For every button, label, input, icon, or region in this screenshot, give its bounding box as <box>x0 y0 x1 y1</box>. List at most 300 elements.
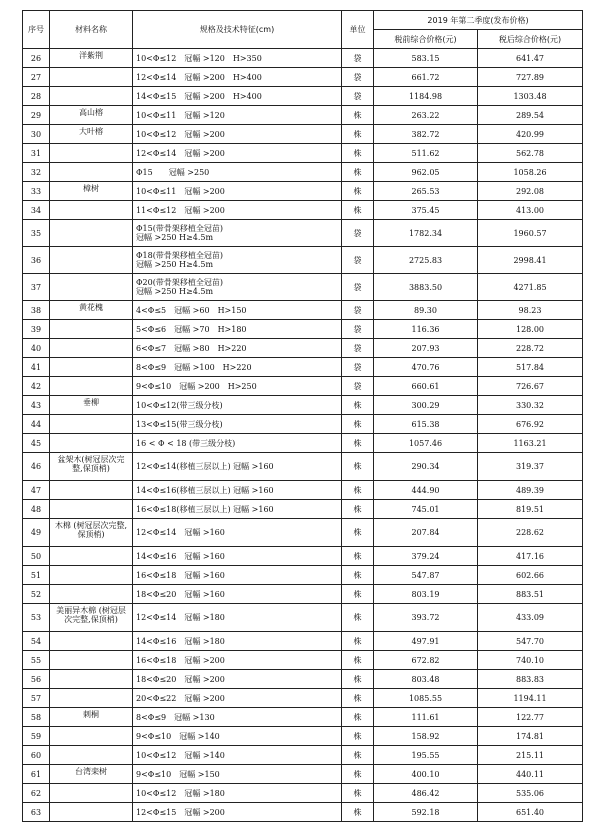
col-header-spec: 规格及技术特征(cm) <box>133 11 342 49</box>
spec-cell <box>133 377 342 396</box>
material-name <box>50 144 133 163</box>
unit-cell: 株 <box>342 182 374 201</box>
pre-tax-price: 497.91 <box>374 632 478 651</box>
spec-cell <box>133 201 342 220</box>
spec-line: 4<Φ≤5 冠幅 >60 H>150 <box>136 305 247 315</box>
unit-cell: 袋 <box>342 358 374 377</box>
material-name: 樟树 <box>50 182 133 201</box>
table-row <box>23 201 583 220</box>
spec-cell <box>133 689 342 708</box>
table-row <box>23 49 583 68</box>
spec-cell <box>133 651 342 670</box>
table-row <box>23 519 583 547</box>
unit-cell: 株 <box>342 481 374 500</box>
table-row <box>23 396 583 415</box>
material-name <box>50 670 133 689</box>
row-number: 44 <box>23 415 50 434</box>
pre-tax-price: 1057.46 <box>374 434 478 453</box>
spec-line: 10<Φ≤11 冠幅 >120 <box>136 110 225 120</box>
material-name <box>50 547 133 566</box>
row-number: 40 <box>23 339 50 358</box>
spec-line: Φ18(带骨架移植全冠苗) <box>136 251 223 260</box>
unit-cell: 袋 <box>342 339 374 358</box>
spec-cell <box>133 415 342 434</box>
row-number: 38 <box>23 301 50 320</box>
spec-line: Φ15(带骨架移植全冠苗) <box>136 224 223 233</box>
table-row <box>23 68 583 87</box>
pre-tax-price: 583.15 <box>374 49 478 68</box>
material-name: 洋紫荆 <box>50 49 133 68</box>
row-number: 26 <box>23 49 50 68</box>
unit-cell: 株 <box>342 604 374 632</box>
post-tax-price: 562.78 <box>478 144 583 163</box>
post-tax-price: 1163.21 <box>478 434 583 453</box>
post-tax-price: 215.11 <box>478 746 583 765</box>
material-name <box>50 632 133 651</box>
material-name <box>50 784 133 803</box>
material-name <box>50 201 133 220</box>
pre-tax-price: 2725.83 <box>374 247 478 274</box>
unit-cell: 袋 <box>342 68 374 87</box>
spec-cell <box>133 765 342 784</box>
pre-tax-price: 393.72 <box>374 604 478 632</box>
row-number: 33 <box>23 182 50 201</box>
row-number: 52 <box>23 585 50 604</box>
spec-line: 5<Φ≤6 冠幅 >70 H>180 <box>136 324 247 334</box>
pre-tax-price: 470.76 <box>374 358 478 377</box>
post-tax-price: 128.00 <box>478 320 583 339</box>
unit-cell: 株 <box>342 434 374 453</box>
pre-tax-price: 1782.34 <box>374 220 478 247</box>
spec-cell <box>133 144 342 163</box>
row-number: 41 <box>23 358 50 377</box>
table-row <box>23 632 583 651</box>
post-tax-price: 1303.48 <box>478 87 583 106</box>
material-name <box>50 585 133 604</box>
spec-cell <box>133 632 342 651</box>
material-name <box>50 87 133 106</box>
pre-tax-price: 263.22 <box>374 106 478 125</box>
pre-tax-price: 375.45 <box>374 201 478 220</box>
spec-line: 6<Φ≤7 冠幅 >80 H>220 <box>136 343 247 353</box>
unit-cell: 株 <box>342 689 374 708</box>
spec-cell <box>133 182 342 201</box>
material-name <box>50 651 133 670</box>
spec-line: 10<Φ≤12(带三级分枝) <box>136 400 223 410</box>
col-header-pre-tax: 税前综合价格(元) <box>374 30 478 49</box>
material-name: 高山榕 <box>50 106 133 125</box>
table-row <box>23 182 583 201</box>
spec-line: 18<Φ≤20 冠幅 >160 <box>136 589 225 599</box>
material-name: 黄花槐 <box>50 301 133 320</box>
row-number: 56 <box>23 670 50 689</box>
unit-cell: 株 <box>342 453 374 481</box>
spec-cell <box>133 396 342 415</box>
post-tax-price: 547.70 <box>478 632 583 651</box>
pre-tax-price: 111.61 <box>374 708 478 727</box>
spec-line: 9<Φ≤10 冠幅 >200 H>250 <box>136 381 257 391</box>
table-row <box>23 604 583 632</box>
post-tax-price: 420.99 <box>478 125 583 144</box>
spec-line: 冠幅 >250 H≥4.5m <box>136 233 214 242</box>
row-number: 43 <box>23 396 50 415</box>
spec-cell <box>133 746 342 765</box>
spec-cell <box>133 434 342 453</box>
material-name <box>50 377 133 396</box>
row-number: 42 <box>23 377 50 396</box>
table-row <box>23 247 583 274</box>
spec-cell <box>133 125 342 144</box>
table-body <box>23 49 583 822</box>
table-row <box>23 274 583 301</box>
unit-cell: 袋 <box>342 320 374 339</box>
row-number: 59 <box>23 727 50 746</box>
material-name <box>50 274 133 301</box>
spec-cell <box>133 727 342 746</box>
pre-tax-price: 803.19 <box>374 585 478 604</box>
material-name <box>50 415 133 434</box>
pre-tax-price: 962.05 <box>374 163 478 182</box>
spec-line: 8<Φ≤9 冠幅 >100 H>220 <box>136 362 252 372</box>
row-number: 45 <box>23 434 50 453</box>
material-name <box>50 434 133 453</box>
pre-tax-price: 207.84 <box>374 519 478 547</box>
table-header <box>23 11 583 49</box>
col-header-period: 2019 年第二季度(发布价格) <box>374 11 583 30</box>
row-number: 29 <box>23 106 50 125</box>
spec-cell <box>133 708 342 727</box>
pre-tax-price: 1184.98 <box>374 87 478 106</box>
spec-line: 16<Φ≤18(移植三层以上) 冠幅 >160 <box>136 504 274 514</box>
spec-line: 12<Φ≤14(移植三层以上) 冠幅 >160 <box>136 462 274 471</box>
post-tax-price: 433.09 <box>478 604 583 632</box>
table-row <box>23 547 583 566</box>
unit-cell: 袋 <box>342 49 374 68</box>
spec-line: 14<Φ≤15 冠幅 >200 H>400 <box>136 91 262 101</box>
unit-cell: 袋 <box>342 220 374 247</box>
spec-line: 16<Φ≤18 冠幅 >160 <box>136 570 225 580</box>
table-row <box>23 339 583 358</box>
post-tax-price: 676.92 <box>478 415 583 434</box>
pre-tax-price: 158.92 <box>374 727 478 746</box>
post-tax-price: 489.39 <box>478 481 583 500</box>
row-number: 55 <box>23 651 50 670</box>
post-tax-price: 1194.11 <box>478 689 583 708</box>
row-number: 39 <box>23 320 50 339</box>
material-name <box>50 339 133 358</box>
unit-cell: 袋 <box>342 274 374 301</box>
post-tax-price: 2998.41 <box>478 247 583 274</box>
row-number: 54 <box>23 632 50 651</box>
row-number: 48 <box>23 500 50 519</box>
spec-line: 10<Φ≤12 冠幅 >120 H>350 <box>136 53 262 63</box>
row-number: 60 <box>23 746 50 765</box>
unit-cell: 袋 <box>342 247 374 274</box>
spec-cell <box>133 784 342 803</box>
pre-tax-price: 444.90 <box>374 481 478 500</box>
spec-cell <box>133 453 342 481</box>
material-name: 垂柳 <box>50 396 133 415</box>
spec-cell <box>133 68 342 87</box>
material-name <box>50 68 133 87</box>
spec-cell <box>133 247 342 274</box>
unit-cell: 株 <box>342 585 374 604</box>
unit-cell: 株 <box>342 547 374 566</box>
row-number: 34 <box>23 201 50 220</box>
unit-cell: 株 <box>342 519 374 547</box>
spec-cell <box>133 339 342 358</box>
table-row <box>23 765 583 784</box>
post-tax-price: 641.47 <box>478 49 583 68</box>
spec-cell <box>133 358 342 377</box>
pre-tax-price: 803.48 <box>374 670 478 689</box>
pre-tax-price: 511.62 <box>374 144 478 163</box>
unit-cell: 株 <box>342 500 374 519</box>
material-name <box>50 689 133 708</box>
material-name <box>50 566 133 585</box>
table-row <box>23 377 583 396</box>
row-number: 61 <box>23 765 50 784</box>
table-row <box>23 415 583 434</box>
table-row <box>23 585 583 604</box>
spec-cell <box>133 106 342 125</box>
pre-tax-price: 400.10 <box>374 765 478 784</box>
pre-tax-price: 382.72 <box>374 125 478 144</box>
material-name <box>50 220 133 247</box>
spec-line: 20<Φ≤22 冠幅 >200 <box>136 693 225 703</box>
post-tax-price: 228.72 <box>478 339 583 358</box>
row-number: 51 <box>23 566 50 585</box>
unit-cell: 株 <box>342 396 374 415</box>
material-name <box>50 500 133 519</box>
post-tax-price: 651.40 <box>478 803 583 822</box>
table-row <box>23 670 583 689</box>
post-tax-price: 1058.26 <box>478 163 583 182</box>
post-tax-price: 330.32 <box>478 396 583 415</box>
col-header-post-tax: 税后综合价格(元) <box>478 30 583 49</box>
row-number: 28 <box>23 87 50 106</box>
pre-tax-price: 745.01 <box>374 500 478 519</box>
material-name <box>50 163 133 182</box>
unit-cell: 株 <box>342 651 374 670</box>
unit-cell: 株 <box>342 163 374 182</box>
pre-tax-price: 89.30 <box>374 301 478 320</box>
pre-tax-price: 547.87 <box>374 566 478 585</box>
spec-line: 10<Φ≤12 冠幅 >200 <box>136 129 225 139</box>
spec-line: 11<Φ≤12 冠幅 >200 <box>136 205 225 215</box>
spec-line: 10<Φ≤12 冠幅 >180 <box>136 788 225 798</box>
spec-line: 18<Φ≤20 冠幅 >200 <box>136 674 225 684</box>
row-number: 46 <box>23 453 50 481</box>
post-tax-price: 174.81 <box>478 727 583 746</box>
row-number: 31 <box>23 144 50 163</box>
spec-line: 冠幅 >250 H≥4.5m <box>136 260 214 269</box>
spec-line: 16<Φ≤18 冠幅 >200 <box>136 655 225 665</box>
material-name: 刺桐 <box>50 708 133 727</box>
spec-cell <box>133 320 342 339</box>
spec-cell <box>133 670 342 689</box>
post-tax-price: 517.84 <box>478 358 583 377</box>
pre-tax-price: 265.53 <box>374 182 478 201</box>
post-tax-price: 883.51 <box>478 585 583 604</box>
spec-line: 16 < Φ < 18 (带三级分枝) <box>136 438 236 448</box>
spec-cell <box>133 163 342 182</box>
material-name: 台湾栾树 <box>50 765 133 784</box>
table-row <box>23 358 583 377</box>
row-number: 36 <box>23 247 50 274</box>
pre-tax-price: 660.61 <box>374 377 478 396</box>
material-name <box>50 358 133 377</box>
unit-cell: 株 <box>342 746 374 765</box>
post-tax-price: 413.00 <box>478 201 583 220</box>
table-row <box>23 566 583 585</box>
spec-cell <box>133 519 342 547</box>
spec-line: 10<Φ≤11 冠幅 >200 <box>136 186 225 196</box>
pre-tax-price: 290.34 <box>374 453 478 481</box>
table-row <box>23 481 583 500</box>
pre-tax-price: 1085.55 <box>374 689 478 708</box>
spec-cell <box>133 301 342 320</box>
spec-line: 8<Φ≤9 冠幅 >130 <box>136 712 215 722</box>
post-tax-price: 602.66 <box>478 566 583 585</box>
spec-line: 12<Φ≤14 冠幅 >160 <box>136 528 225 537</box>
table-row <box>23 220 583 247</box>
material-name <box>50 746 133 765</box>
table-row <box>23 87 583 106</box>
spec-cell <box>133 566 342 585</box>
table-row <box>23 434 583 453</box>
post-tax-price: 819.51 <box>478 500 583 519</box>
spec-cell <box>133 481 342 500</box>
post-tax-price: 98.23 <box>478 301 583 320</box>
post-tax-price: 740.10 <box>478 651 583 670</box>
post-tax-price: 1960.57 <box>478 220 583 247</box>
unit-cell: 袋 <box>342 301 374 320</box>
post-tax-price: 228.62 <box>478 519 583 547</box>
table-row <box>23 746 583 765</box>
material-name: 美丽异木棉 (树冠层次完整,保顶梢) <box>50 604 133 632</box>
spec-line: 10<Φ≤12 冠幅 >140 <box>136 750 225 760</box>
unit-cell: 株 <box>342 632 374 651</box>
post-tax-price: 727.89 <box>478 68 583 87</box>
material-name: 木棉 (树冠层次完整,保顶梢) <box>50 519 133 547</box>
unit-cell: 株 <box>342 125 374 144</box>
table-row <box>23 689 583 708</box>
row-number: 62 <box>23 784 50 803</box>
table-row <box>23 163 583 182</box>
spec-line: 12<Φ≤14 冠幅 >200 H>400 <box>136 72 262 82</box>
material-name: 盆架木(树冠层次完整,保顶梢) <box>50 453 133 481</box>
table-row <box>23 106 583 125</box>
row-number: 47 <box>23 481 50 500</box>
post-tax-price: 726.67 <box>478 377 583 396</box>
pre-tax-price: 116.36 <box>374 320 478 339</box>
table-row <box>23 453 583 481</box>
post-tax-price: 535.06 <box>478 784 583 803</box>
unit-cell: 株 <box>342 784 374 803</box>
unit-cell: 株 <box>342 670 374 689</box>
post-tax-price: 440.11 <box>478 765 583 784</box>
table-row <box>23 301 583 320</box>
unit-cell: 株 <box>342 803 374 822</box>
unit-cell: 株 <box>342 765 374 784</box>
col-header-unit: 单位 <box>342 11 374 49</box>
row-number: 58 <box>23 708 50 727</box>
post-tax-price: 289.54 <box>478 106 583 125</box>
row-number: 50 <box>23 547 50 566</box>
spec-line: Φ20(带骨架移植全冠苗) <box>136 278 223 287</box>
spec-cell <box>133 500 342 519</box>
spec-line: 冠幅 >250 H≥4.5m <box>136 287 214 296</box>
pre-tax-price: 672.82 <box>374 651 478 670</box>
spec-line: 13<Φ≤15(带三级分枝) <box>136 419 223 429</box>
post-tax-price: 122.77 <box>478 708 583 727</box>
table-row <box>23 125 583 144</box>
post-tax-price: 292.08 <box>478 182 583 201</box>
spec-line: 9<Φ≤10 冠幅 >150 <box>136 769 220 779</box>
row-number: 63 <box>23 803 50 822</box>
row-number: 35 <box>23 220 50 247</box>
spec-line: 14<Φ≤16 冠幅 >180 <box>136 636 225 646</box>
spec-cell <box>133 87 342 106</box>
price-table <box>22 10 583 822</box>
pre-tax-price: 661.72 <box>374 68 478 87</box>
unit-cell: 株 <box>342 144 374 163</box>
row-number: 37 <box>23 274 50 301</box>
post-tax-price: 417.16 <box>478 547 583 566</box>
pre-tax-price: 300.29 <box>374 396 478 415</box>
pre-tax-price: 486.42 <box>374 784 478 803</box>
row-number: 27 <box>23 68 50 87</box>
spec-cell <box>133 274 342 301</box>
unit-cell: 袋 <box>342 377 374 396</box>
unit-cell: 株 <box>342 566 374 585</box>
material-name: 大叶榕 <box>50 125 133 144</box>
material-name <box>50 247 133 274</box>
price-table-sheet <box>22 10 582 822</box>
unit-cell: 株 <box>342 106 374 125</box>
spec-line: 9<Φ≤10 冠幅 >140 <box>136 731 220 741</box>
spec-line: 14<Φ≤16 冠幅 >160 <box>136 551 225 561</box>
row-number: 53 <box>23 604 50 632</box>
unit-cell: 袋 <box>342 87 374 106</box>
row-number: 30 <box>23 125 50 144</box>
col-header-name: 材料名称 <box>50 11 133 49</box>
pre-tax-price: 592.18 <box>374 803 478 822</box>
spec-line: Φ15 冠幅 >250 <box>136 167 210 177</box>
pre-tax-price: 3883.50 <box>374 274 478 301</box>
post-tax-price: 4271.85 <box>478 274 583 301</box>
spec-cell <box>133 585 342 604</box>
post-tax-price: 319.37 <box>478 453 583 481</box>
spec-cell <box>133 604 342 632</box>
table-row <box>23 144 583 163</box>
unit-cell: 株 <box>342 708 374 727</box>
spec-cell <box>133 220 342 247</box>
table-row <box>23 708 583 727</box>
spec-cell <box>133 547 342 566</box>
spec-line: 14<Φ≤16(移植三层以上) 冠幅 >160 <box>136 485 274 495</box>
spec-line: 12<Φ≤15 冠幅 >200 <box>136 807 225 817</box>
material-name <box>50 320 133 339</box>
spec-cell <box>133 49 342 68</box>
col-header-no: 序号 <box>23 11 50 49</box>
unit-cell: 株 <box>342 727 374 746</box>
spec-line: 12<Φ≤14 冠幅 >200 <box>136 148 225 158</box>
material-name <box>50 481 133 500</box>
table-row <box>23 320 583 339</box>
pre-tax-price: 379.24 <box>374 547 478 566</box>
